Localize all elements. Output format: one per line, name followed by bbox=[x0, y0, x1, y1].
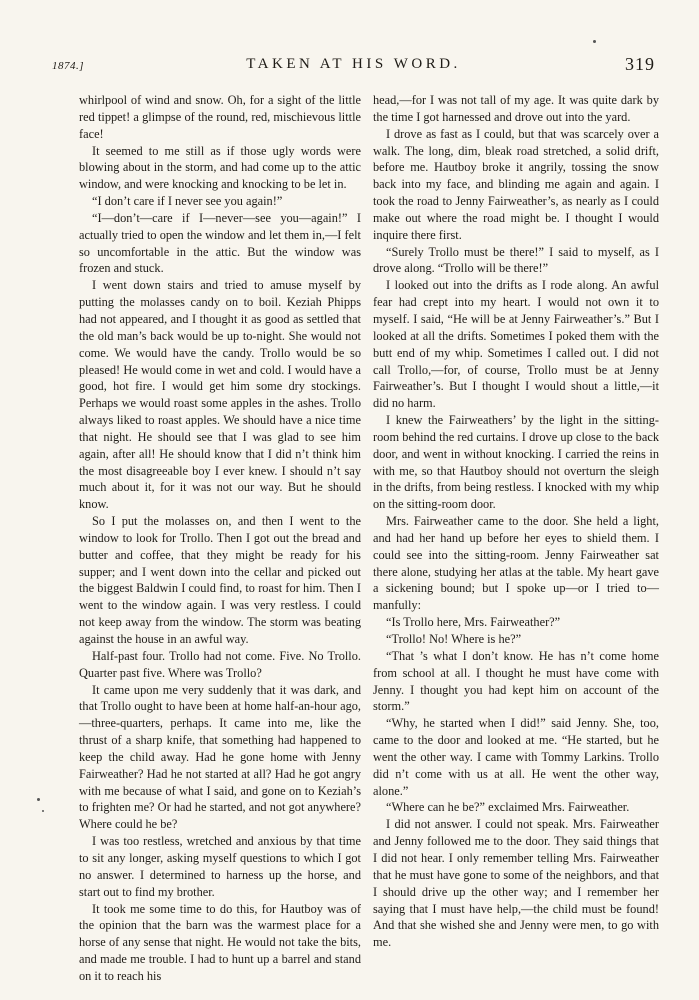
paragraph: “Trollo! No! Where is he?” bbox=[386, 632, 522, 646]
paragraph: I looked out into the drifts as I rode along. An awful fear had crept into my heart. I would not own it to myself. I said, “He will be at Jenny Fairweather’s.” But I looked at all the drifts. Sometimes I poked them with the butt end of my whip. Sometimes I called out. I did not call Trollo,—for, of course, Trollo must be at Jenny Fairweather’s. But I thought I would shout a little,—it did no harm. bbox=[373, 278, 659, 411]
paragraph: I drove as fast as I could, but that was scarcely over a walk. The long, dim, bleak road stretched, a solid drift, before me. Hautboy broke it angrily, tossing the snow back into my face, and blinding me again and again. I took the road to Jenny Fairweather’s, as nearly as I could make out where the road might be. I thought I would inquire there first. bbox=[373, 126, 659, 242]
paragraph: I went down stairs and tried to amuse myself by putting the molasses candy on to boil. Keziah Phipps had not appeared, and I thought it as good as settled that the old man’s back would be up to-night. She would not come. We would have the candy. Trollo would be so pleased! He would come in wet and cold. I would have a good, hot fire. I would get him some dry stockings. Perhaps we would roast some apples in the ashes. Trollo always liked to roast apples. We should have a nice time that night. He should see that I was glad to see him again, after all! He should know that I did n’t think him the most disagreeable boy I ever knew. I should n’t say much about it, for it was not our way. But he should know. bbox=[79, 278, 361, 512]
paragraph: whirlpool of wind and snow. Oh, for a sight of the little red tippet! a glimpse of the round, red, mischievous little face! bbox=[79, 93, 361, 141]
paragraph: “Is Trollo here, Mrs. Fairweather?” bbox=[386, 615, 561, 630]
right-column bbox=[373, 92, 659, 951]
paragraph: It took me some time to do this, for Hautboy was of the opinion that the barn was the warmest place for a horse of any sense that night. He would not take the bits, and made me trouble. I had to hunt up a barrel and stand on it to reach his bbox=[79, 901, 361, 983]
header-title: TAKEN AT HIS WORD. bbox=[246, 56, 461, 72]
paragraph: It seemed to me still as if those ugly words were blowing about in the storm, and had come up to the attic window, and were knocking and knocking to be let in. bbox=[79, 143, 361, 192]
print-speck bbox=[42, 810, 44, 812]
paragraph: “Surely Trollo must be there!” I said to myself, as I drove along. “Trollo will be there!” bbox=[373, 244, 659, 276]
print-speck bbox=[37, 798, 40, 801]
paragraph: Half-past four. Trollo had not come. Five. No Trollo. Quarter past five. Where was Trollo? bbox=[79, 648, 361, 680]
paragraph: I was too restless, wretched and anxious by that time to sit any longer, asking myself questions to which I got no answer. I determined to harness up the horse, and start out to find my brother. bbox=[79, 834, 361, 899]
paragraph: “Why, he started when I did!” said Jenny. She, too, came to the door and looked at me. “He started, but he went the other way. I came with Tommy Larkins. Trollo did n’t come with us at all. He went the other way, alone.” bbox=[373, 716, 659, 798]
paragraph: head,—for I was not tall of my age. It was quite dark by the time I got harnessed and drove out into the yard. bbox=[373, 93, 659, 124]
paragraph: Mrs. Fairweather came to the door. She held a light, and had her hand up before her eyes to shield them. I could see into the sitting-room. Jenny Fairweather sat there alone, studying her atlas at the table. My heart gave a sickening bound; but I spoke up—or I tried to—manfully: bbox=[373, 514, 659, 613]
left-column bbox=[79, 92, 361, 985]
paragraph: I knew the Fairweathers’ by the light in the sitting-room behind the red curtains. I drove up close to the back door, and went in without knocking. I carried the reins in with me, so that Hautboy should not overturn the sleigh in the drifts, from being restless. I knocked with my whip on the sitting-room door. bbox=[373, 413, 659, 512]
paragraph: “I—don’t—care if I—never—see you—again!” I actually tried to open the window and let them in,—I felt so uncomfortable in the attic. But the window was frozen and stuck. bbox=[79, 210, 361, 276]
print-speck bbox=[593, 40, 596, 43]
paragraph: It came upon me very suddenly that it was dark, and that Trollo ought to have been at home half-an-hour ago,—three-quarters, perhaps. It came into me, like the thrust of a sharp knife, that something had happened to keep the child away. Had he gone home with Jenny Fairweather? Had he not started at all? Had he got angry with me because of what I said, and gone on to Keziah’s to frighten me? Or had he started, and not got anywhere? Where could he be? bbox=[79, 682, 361, 832]
paragraph: “Where can he be?” exclaimed Mrs. Fairweather. bbox=[386, 800, 630, 815]
page-number: 319 bbox=[625, 54, 655, 74]
paragraph: I did not answer. I could not speak. Mrs. Fairweather and Jenny followed me to the door. They said things that I did not hear. I only remember telling Mrs. Fairweather that he must have gone to some of the neighbors, and that I should drive up the other way; and I remember her saying that I must have help,—the child must be found! And that she wished she and Jenny were men, to go with me. bbox=[373, 817, 659, 950]
paragraph: “That ’s what I don’t know. He has n’t come home from school at all. I thought he must have come with Jenny. I thought you had kept him on account of the storm.” bbox=[373, 648, 659, 714]
header-year: 1874.] bbox=[52, 60, 85, 72]
paragraph: So I put the molasses on, and then I went to the window to look for Trollo. Then I got out the bread and butter and coffee, that they might be ready for his supper; and I went down into the cellar and picked out the biggest Baldwin I could find, to roast for him. Then I went to the window again. I was very restless. I could not keep away from the window. The storm was beating against the house in an awful way. bbox=[79, 514, 361, 646]
running-header bbox=[52, 54, 655, 78]
paragraph: “I don’t care if I never see you again!” bbox=[92, 194, 283, 209]
